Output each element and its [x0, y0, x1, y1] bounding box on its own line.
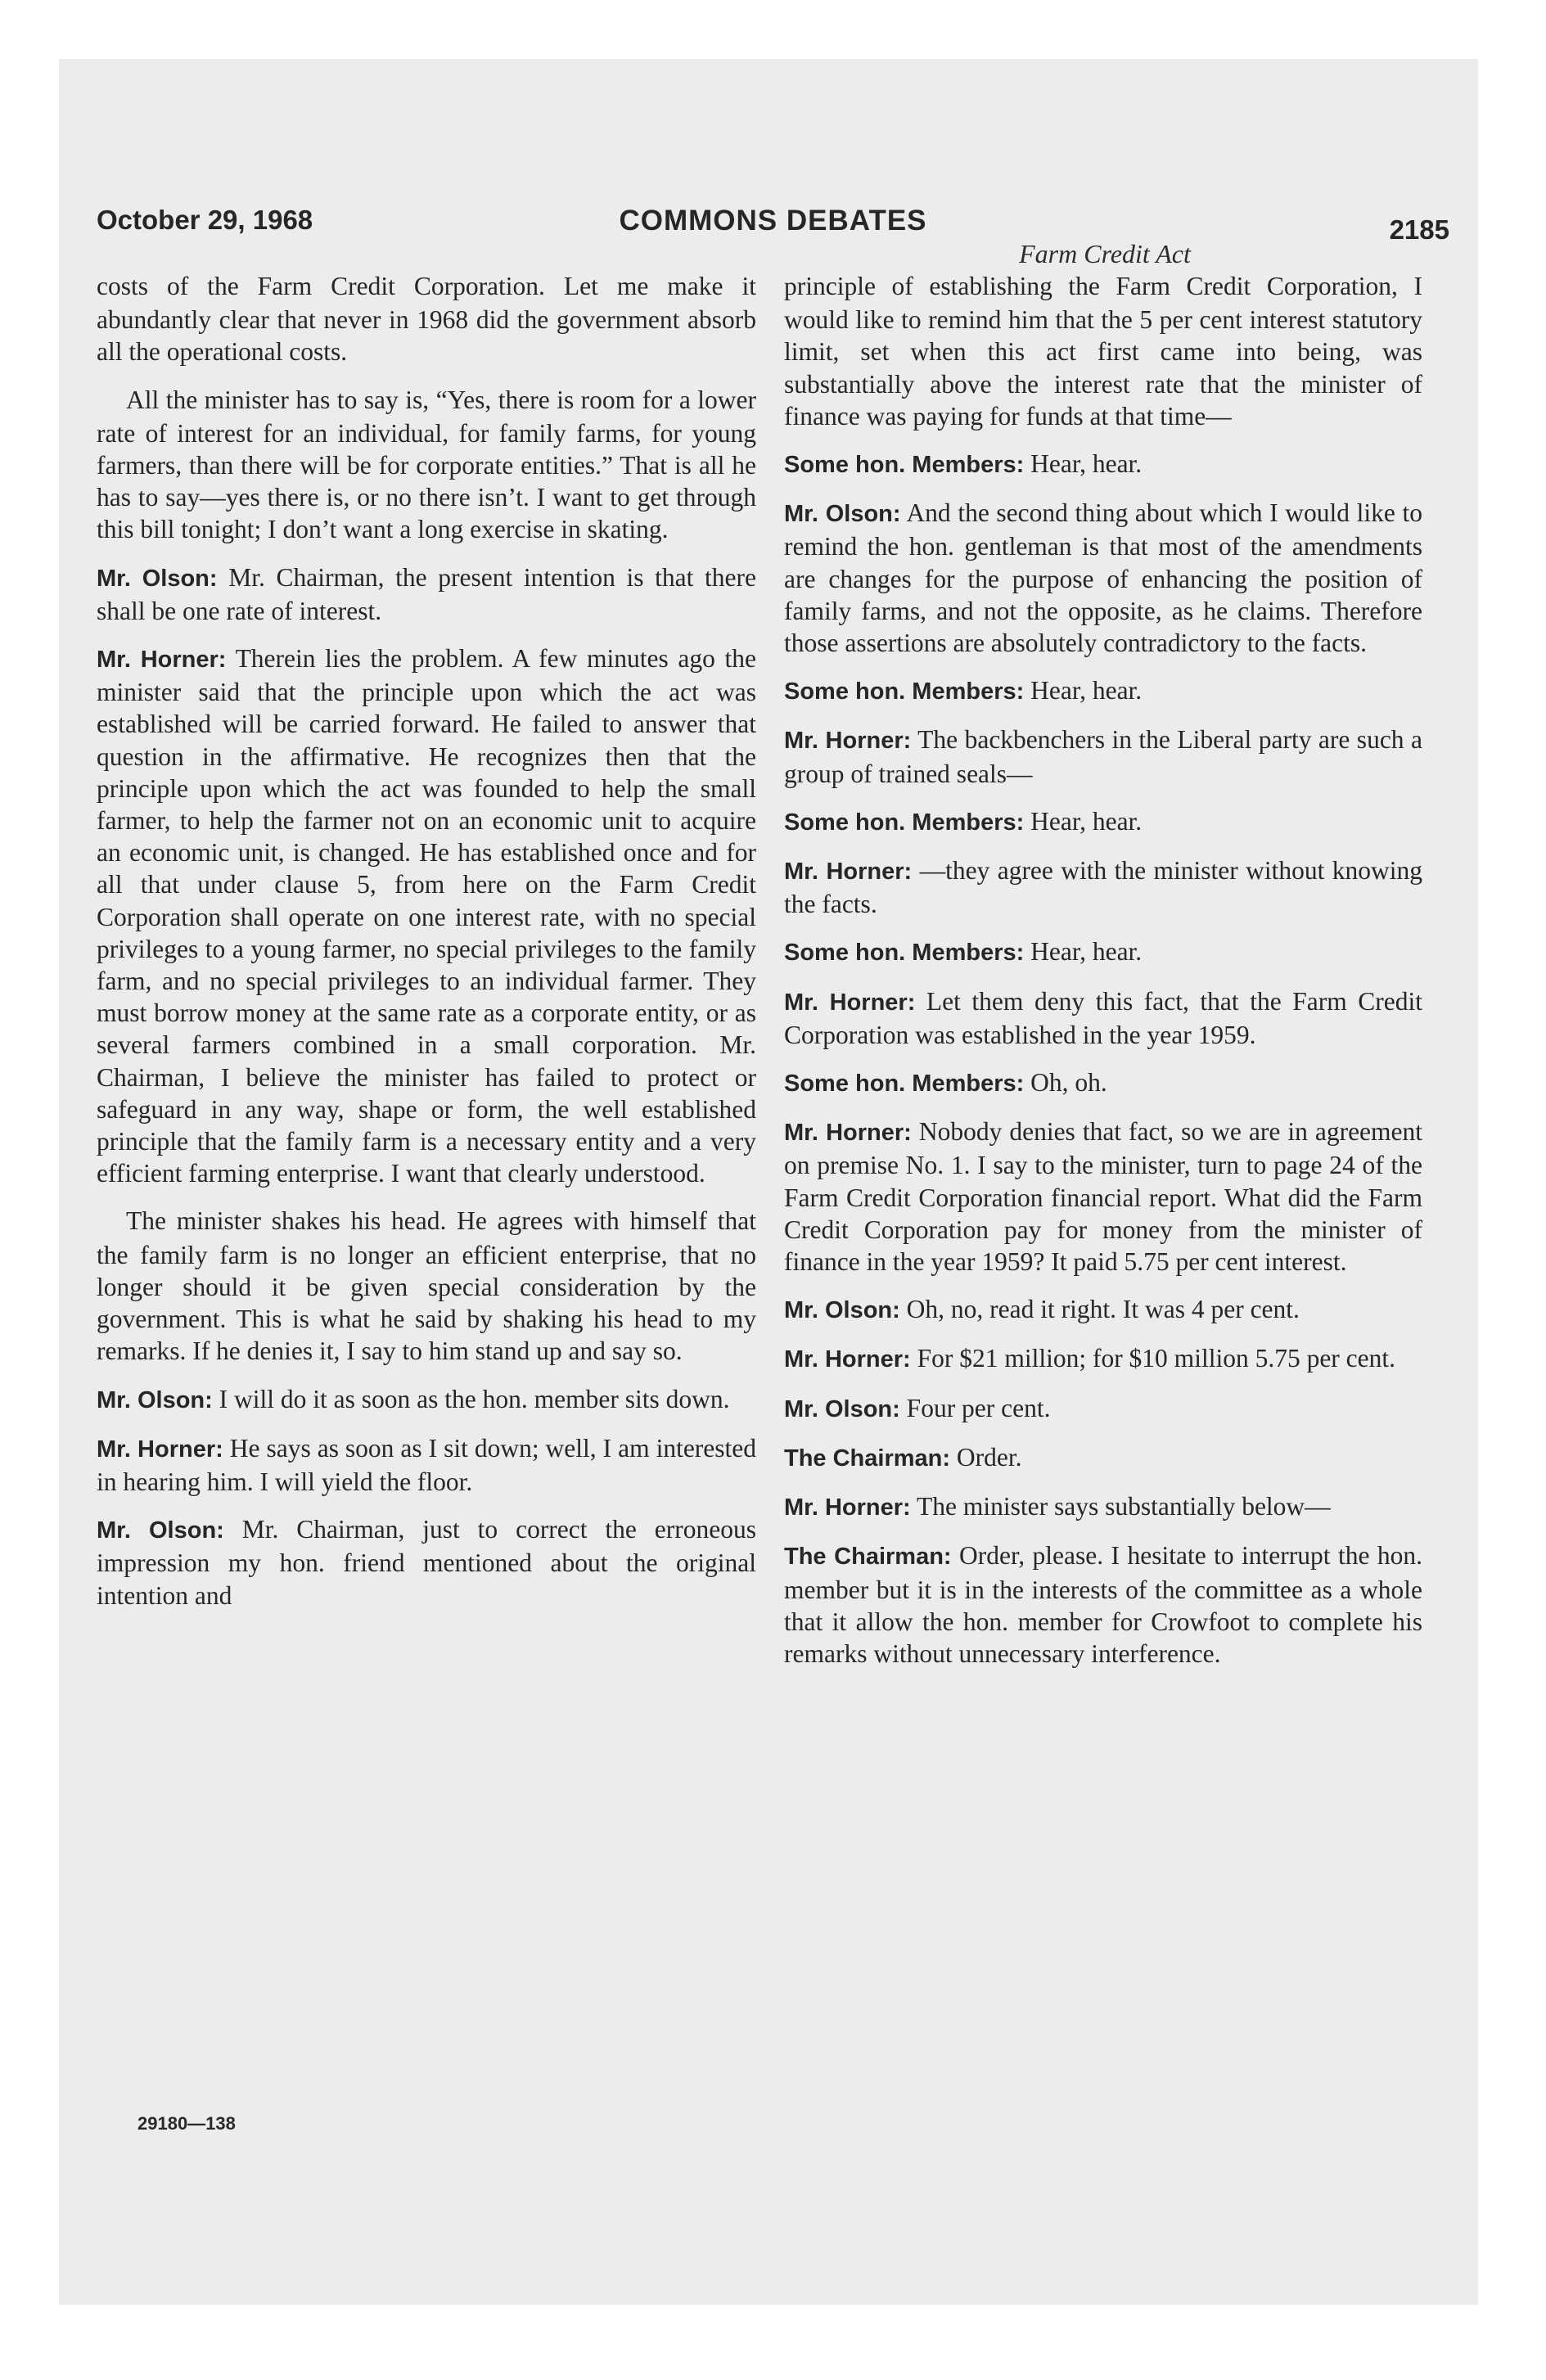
paragraph — [784, 448, 1422, 481]
speaker-name: Mr. Olson: — [784, 1297, 900, 1324]
paragraph-text: Hear, hear. — [1030, 937, 1143, 967]
paragraph — [97, 270, 756, 368]
paragraph — [784, 1392, 1422, 1426]
left-column — [97, 270, 756, 1627]
paragraph — [784, 674, 1422, 708]
paragraph — [784, 1441, 1422, 1475]
paragraph-text: The minister shakes his head. He agrees with himself that the family farm is no longer an efficient enterprise, that no longer should it be given special consideration by the government. This is what he said by shaking his head to my remarks. If he denies it, I say to him stand up and say so. — [97, 1206, 756, 1366]
paragraph — [97, 384, 756, 546]
paragraph-text: Oh, oh. — [1030, 1068, 1107, 1098]
paragraph-text: Order. — [956, 1442, 1022, 1472]
paragraph — [784, 723, 1422, 789]
speaker-name: Mr. Olson: — [97, 1386, 213, 1413]
paragraph — [97, 1432, 756, 1498]
speaker-name: Mr. Horner: — [784, 1120, 912, 1147]
journal-title: COMMONS DEBATES — [619, 205, 927, 237]
paragraph-text: Order, please. I hesitate to interrupt the hon. member but it is in the interests of the committee as a whole that it allow the hon. member for Crowfoot to complete his remarks without unnecessary interference. — [784, 1541, 1422, 1668]
speaker-name: The Chairman: — [784, 1544, 952, 1571]
paragraph — [97, 561, 756, 627]
paragraph — [97, 1383, 756, 1417]
paragraph — [784, 1342, 1422, 1376]
paragraph-text: All the minister has to say is, “Yes, there is room for a lower rate of interest for an individual, for family farms, for young farmers, than there will be for corporate entities.” That is all he has to say—yes there is, or no there isn’t. I want to get through this bill tonight; I don’t want a long exercise in skating. — [97, 385, 756, 544]
running-head — [0, 205, 1546, 245]
paragraph-text: For $21 million; for $10 million 5.75 per cent. — [917, 1344, 1396, 1373]
speaker-name: Some hon. Members: — [784, 809, 1025, 836]
paragraph-text: Hear, hear. — [1030, 676, 1143, 705]
speaker-name: Some hon. Members: — [784, 452, 1025, 479]
paragraph-text: Therein lies the problem. A few minutes ago the minister said that the principle upon which the act was established will be carried forward. He failed to answer that question in the affirmative. He recognizes then that the principle upon which the act was founded to help the small farmer, to help the farmer not on an economic unit to acquire an economic unit, is changed. He has established once and for all that under clause 5, from here on the Farm Credit Corporation shall operate on one interest rate, with no special privileges to a young farmer, no special privileges to the family farm, and no special privileges to an individual farmer. They must borrow money at the same rate as a corporate entity, or as several farmers combined in a small corporation. Mr. Chairman, I believe the minister has failed to protect or safeguard in any way, shape or form, the well established principle that the family farm is a necessary entity and a very efficient farming enterprise. I want that clearly understood. — [97, 644, 756, 1188]
speaker-name: Mr. Horner: — [97, 647, 227, 674]
speaker-name: Mr. Horner: — [784, 728, 912, 755]
paragraph-text: principle of establishing the Farm Credit Corporation, I would like to remind him that the 5 per cent interest statutory limit, set when this act first came into being, was substantially above the interest rate that the minister of finance was paying for funds at that time— — [784, 272, 1422, 430]
paragraph-text: Nobody denies that fact, so we are in agreement on premise No. 1. I say to the minister, turn to page 24 of the Farm Credit Corporation financial report. What did the Farm Credit Corporation pay for money from the minister of finance in the year 1959? It paid 5.75 per cent interest. — [784, 1117, 1423, 1277]
speaker-name: The Chairman: — [784, 1445, 951, 1472]
printer-signature: 29180—138 — [137, 2113, 236, 2134]
paragraph-text: Four per cent. — [906, 1393, 1051, 1422]
paragraph — [784, 854, 1422, 920]
paragraph-text: Mr. Chairman, the present intention is that there shall be one rate of interest. — [97, 562, 756, 625]
paragraph — [97, 1205, 756, 1367]
speaker-name: Mr. Olson: — [784, 501, 901, 528]
speaker-name: Mr. Horner: — [784, 989, 916, 1016]
paragraph-text: Hear, hear. — [1030, 449, 1143, 479]
speaker-name: Mr. Olson: — [97, 1517, 224, 1544]
speaker-name: Mr. Horner: — [784, 1346, 911, 1373]
paragraph — [784, 985, 1422, 1051]
paragraph-text: The minister says substantially below— — [917, 1492, 1331, 1521]
page-number: 2185 — [1389, 214, 1449, 245]
paragraph — [784, 805, 1422, 839]
paragraph — [784, 497, 1422, 659]
header-date: October 29, 1968 — [97, 205, 313, 235]
paragraph — [784, 935, 1422, 969]
speaker-name: Mr. Olson: — [97, 565, 218, 592]
speaker-name: Mr. Horner: — [784, 1494, 911, 1521]
paragraph-text: Let them deny this fact, that the Farm Credit Corporation was established in the year 1959. — [784, 986, 1422, 1049]
right-column — [784, 270, 1422, 1685]
speaker-name: Some hon. Members: — [784, 940, 1025, 967]
subject-heading: Farm Credit Act — [1019, 239, 1191, 268]
paragraph — [97, 1513, 756, 1611]
paragraph — [784, 1539, 1422, 1670]
speaker-name: Some hon. Members: — [784, 1071, 1025, 1098]
paragraph — [784, 1116, 1422, 1278]
paragraph — [784, 1066, 1422, 1100]
paragraph-text: costs of the Farm Credit Corporation. Let me make it abundantly clear that never in 1968 did the government absorb all the operational costs. — [97, 272, 756, 367]
paragraph-text: The backbenchers in the Liberal party are such a group of trained seals— — [784, 725, 1422, 788]
paragraph-text: Hear, hear. — [1030, 806, 1143, 836]
speaker-name: Some hon. Members: — [784, 678, 1025, 705]
paragraph-text: —they agree with the minister without knowing the facts. — [784, 856, 1423, 919]
speaker-name: Mr. Horner: — [97, 1436, 223, 1463]
paragraph-text: Mr. Chairman, just to correct the erroneous impression my hon. friend mentioned about the original intention and — [97, 1515, 756, 1610]
paragraph — [97, 642, 756, 1189]
paragraph — [784, 1490, 1422, 1524]
speaker-name: Mr. Horner: — [784, 859, 913, 886]
paragraph-text: Oh, no, read it right. It was 4 per cent. — [906, 1295, 1300, 1324]
paragraph-text: And the second thing about which I would like to remind the hon. gentleman is that most of the amendments are changes for the purpose of enhancing the position of family farms, and not the opposite, as he claims. Therefore those assertions are absolutely contradictory to the facts. — [784, 498, 1422, 658]
paragraph-text: He says as soon as I sit down; well, I am interested in hearing him. I will yield the floor. — [97, 1433, 757, 1496]
paragraph — [784, 1293, 1422, 1327]
paragraph — [784, 270, 1422, 432]
paragraph-text: I will do it as soon as the hon. member sits down. — [219, 1384, 730, 1413]
speaker-name: Mr. Olson: — [784, 1395, 900, 1422]
